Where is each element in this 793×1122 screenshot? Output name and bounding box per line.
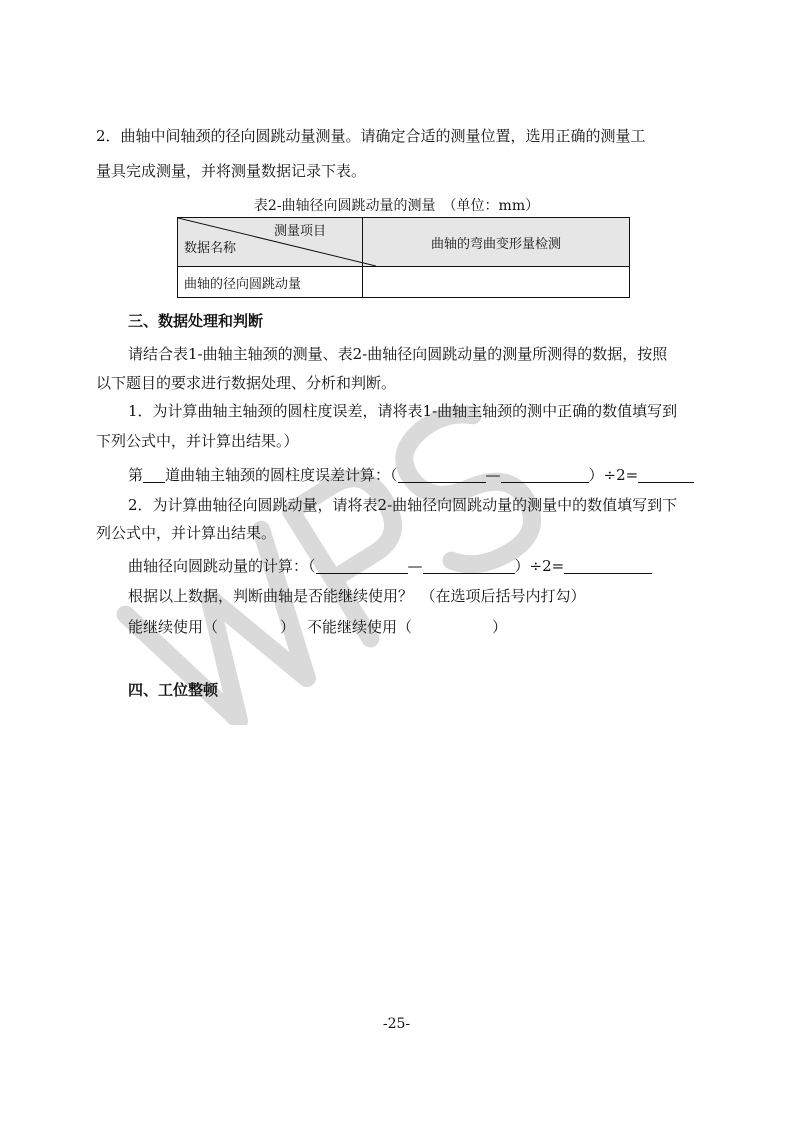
table2-diagonal-header <box>178 218 363 267</box>
row-label-radial-runout: 曲轴的径向圆跳动量 <box>178 267 363 298</box>
option-stop-label: 不能继续使用（ <box>307 618 413 636</box>
formula1-result-blank[interactable] <box>638 466 694 483</box>
item2-line1: 2．为计算曲轴径向圆跳动量，请将表2-曲轴径向圆跳动量的测量中的数值填写到下 <box>128 496 678 514</box>
formula1-blank-b[interactable] <box>501 466 589 483</box>
item1-line1: 1．为计算曲轴主轴颈的圆柱度误差，请将表1-曲轴主轴颈的测中正确的数值填写到 <box>128 402 678 420</box>
formula1 <box>128 463 713 487</box>
header-data-name: 数据名称 <box>184 241 237 256</box>
formula1-prefix: 第 <box>128 466 144 484</box>
judgement-options <box>128 615 713 639</box>
option-stop-close: ） <box>492 618 508 636</box>
judgement-question: 根据以上数据，判断曲轴是否能继续使用？ （在选项后括号内打勾） <box>128 587 586 605</box>
formula2-suffix: ）÷2= <box>514 557 565 575</box>
table2-caption: 表2-曲轴径向圆跳动量的测量 （单位：mm） <box>253 198 540 214</box>
section2-text-line1: 2．曲轴中间轴颈的径向圆跳动量测量。请确定合适的测量位置，选用正确的测量工 <box>96 127 646 145</box>
item1-line2: 下列公式中，并计算出结果。） <box>96 432 299 450</box>
header-measure-item: 测量项目 <box>273 224 326 239</box>
row-value-cell[interactable] <box>363 267 630 298</box>
formula2-prefix: 曲轴径向圆跳动量的计算：（ <box>128 557 316 575</box>
option-continue-close: ） <box>280 618 296 636</box>
formula2 <box>128 554 713 578</box>
page-number: -25- <box>382 1016 411 1032</box>
option-continue-label: 能继续使用（ <box>128 618 219 636</box>
formula2-blank-b[interactable] <box>423 557 515 574</box>
journal-number-blank[interactable] <box>143 466 165 483</box>
formula1-suffix: ）÷2= <box>588 466 639 484</box>
table2 <box>177 217 630 298</box>
intro-line1: 请结合表1-曲轴主轴颈的测量、表2-曲轴径向圆跳动量的测量所测得的数据，按照 <box>128 345 668 363</box>
section2-text-line2: 量具完成测量，并将测量数据记录下表。 <box>96 162 367 180</box>
heading-data-processing: 三、数据处理和判断 <box>128 312 264 330</box>
intro-line2: 以下题目的要求进行数据处理、分析和判断。 <box>96 374 397 392</box>
formula2-blank-a[interactable] <box>316 557 408 574</box>
formula1-middle: 道曲轴主轴颈的圆柱度误差计算：（ <box>165 466 398 484</box>
formula1-blank-a[interactable] <box>398 466 486 483</box>
heading-workstation-tidy: 四、工位整顿 <box>128 681 219 699</box>
formula1-dash: — <box>485 466 501 484</box>
item2-line2: 列公式中，并计算出结果。 <box>96 524 277 542</box>
formula2-dash: — <box>407 557 423 575</box>
header-bending-detection: 曲轴的弯曲变形量检测 <box>363 218 630 267</box>
formula2-result-blank[interactable] <box>564 557 652 574</box>
